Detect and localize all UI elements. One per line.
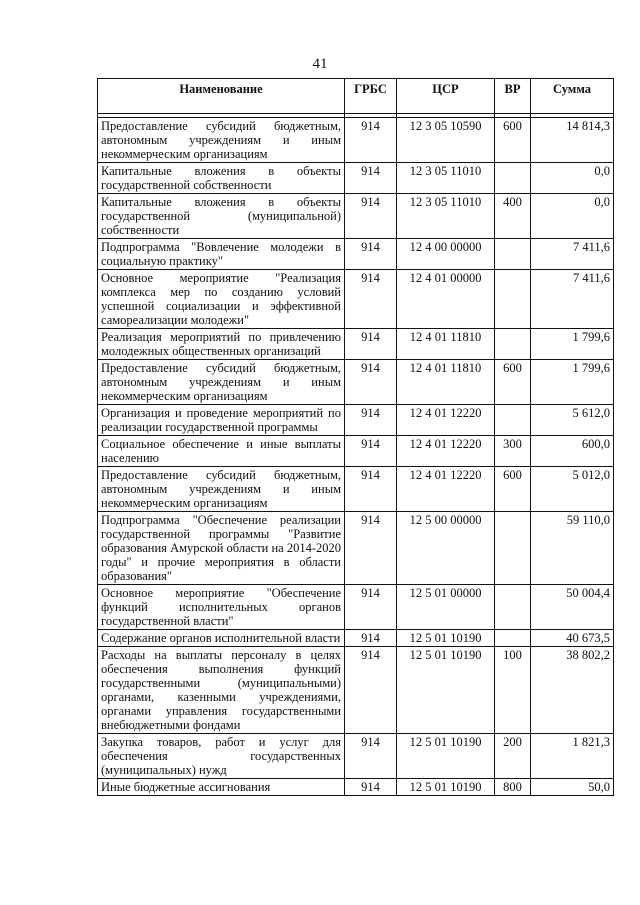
cell-vr: 100 (495, 647, 531, 734)
cell-name: Основное мероприятие "Обеспечение функций исполнительных органов государственной власти" (98, 585, 345, 630)
cell-sum: 40 673,5 (531, 630, 614, 647)
table-body (98, 114, 614, 796)
cell-name: Иные бюджетные ассигнования (98, 779, 345, 796)
cell-csr: 12 3 05 11010 (397, 163, 495, 194)
cell-vr (495, 630, 531, 647)
cell-sum: 7 411,6 (531, 239, 614, 270)
table-row (98, 512, 614, 585)
table-row (98, 163, 614, 194)
cell-grbs: 914 (345, 779, 397, 796)
cell-csr: 12 5 01 10190 (397, 630, 495, 647)
table-row (98, 734, 614, 779)
cell-name: Подпрограмма "Обеспечение реализации государственной программы "Развитие образования Амурской области на 2014-2020 годы" и прочие мероприятия в области образования" (98, 512, 345, 585)
cell-name: Закупка товаров, работ и услуг для обеспечения государственных (муниципальных) нужд (98, 734, 345, 779)
cell-vr: 600 (495, 467, 531, 512)
cell-sum: 14 814,3 (531, 118, 614, 163)
cell-vr (495, 239, 531, 270)
cell-csr: 12 3 05 11010 (397, 194, 495, 239)
cell-sum: 0,0 (531, 194, 614, 239)
cell-csr: 12 5 01 10190 (397, 647, 495, 734)
cell-sum: 0,0 (531, 163, 614, 194)
table-header-row (98, 79, 614, 114)
cell-sum: 50 004,4 (531, 585, 614, 630)
cell-csr: 12 4 01 00000 (397, 270, 495, 329)
cell-vr: 600 (495, 360, 531, 405)
table-row (98, 779, 614, 796)
cell-vr: 600 (495, 118, 531, 163)
cell-vr: 800 (495, 779, 531, 796)
page-number: 41 (312, 56, 328, 72)
cell-grbs: 914 (345, 118, 397, 163)
cell-grbs: 914 (345, 405, 397, 436)
cell-csr: 12 4 00 00000 (397, 239, 495, 270)
cell-name: Содержание органов исполнительной власти (98, 630, 345, 647)
header-vr: ВР (495, 79, 531, 114)
table-row (98, 585, 614, 630)
cell-csr: 12 4 01 12220 (397, 405, 495, 436)
cell-sum: 7 411,6 (531, 270, 614, 329)
table-row (98, 630, 614, 647)
table-row (98, 270, 614, 329)
cell-csr: 12 4 01 11810 (397, 360, 495, 405)
header-csr: ЦСР (397, 79, 495, 114)
cell-grbs: 914 (345, 329, 397, 360)
cell-csr: 12 5 01 00000 (397, 585, 495, 630)
cell-name: Основное мероприятие "Реализация комплекса мер по созданию условий успешной социализации и эффективной самореализации молодежи" (98, 270, 345, 329)
table-row (98, 467, 614, 512)
cell-grbs: 914 (345, 436, 397, 467)
header-sum: Сумма (531, 79, 614, 114)
cell-sum: 1 821,3 (531, 734, 614, 779)
cell-sum: 600,0 (531, 436, 614, 467)
table-row (98, 194, 614, 239)
cell-csr: 12 4 01 12220 (397, 467, 495, 512)
cell-vr: 300 (495, 436, 531, 467)
cell-vr: 200 (495, 734, 531, 779)
cell-grbs: 914 (345, 467, 397, 512)
table-row (98, 405, 614, 436)
cell-grbs: 914 (345, 647, 397, 734)
cell-vr (495, 512, 531, 585)
table-row (98, 329, 614, 360)
cell-csr: 12 5 00 00000 (397, 512, 495, 585)
budget-table (97, 78, 614, 796)
cell-name: Расходы на выплаты персоналу в целях обеспечения выполнения функций государственными (муниципальными) органами, казенными учреждениями, органами управления государственными внебюджетными фондами (98, 647, 345, 734)
cell-vr (495, 585, 531, 630)
cell-vr (495, 329, 531, 360)
cell-name: Капитальные вложения в объекты государственной собственности (98, 163, 345, 194)
cell-csr: 12 3 05 10590 (397, 118, 495, 163)
cell-name: Предоставление субсидий бюджетным, автономным учреждениям и иным некоммерческим организациям (98, 360, 345, 405)
cell-name: Предоставление субсидий бюджетным, автономным учреждениям и иным некоммерческим организациям (98, 118, 345, 163)
cell-vr: 400 (495, 194, 531, 239)
table-row (98, 360, 614, 405)
cell-csr: 12 4 01 12220 (397, 436, 495, 467)
cell-grbs: 914 (345, 270, 397, 329)
cell-name: Подпрограмма "Вовлечение молодежи в социальную практику" (98, 239, 345, 270)
cell-grbs: 914 (345, 734, 397, 779)
cell-csr: 12 4 01 11810 (397, 329, 495, 360)
table-row (98, 647, 614, 734)
header-grbs: ГРБС (345, 79, 397, 114)
table-row (98, 118, 614, 163)
cell-name: Капитальные вложения в объекты государственной (муниципальной) собственности (98, 194, 345, 239)
cell-sum: 1 799,6 (531, 360, 614, 405)
table-row (98, 436, 614, 467)
cell-name: Предоставление субсидий бюджетным, автономным учреждениям и иным некоммерческим организациям (98, 467, 345, 512)
cell-sum: 1 799,6 (531, 329, 614, 360)
cell-name: Реализация мероприятий по привлечению молодежных общественных организаций (98, 329, 345, 360)
cell-vr (495, 270, 531, 329)
cell-vr (495, 405, 531, 436)
cell-csr: 12 5 01 10190 (397, 734, 495, 779)
cell-grbs: 914 (345, 239, 397, 270)
cell-name: Социальное обеспечение и иные выплаты населению (98, 436, 345, 467)
cell-vr (495, 163, 531, 194)
cell-sum: 59 110,0 (531, 512, 614, 585)
cell-sum: 5 012,0 (531, 467, 614, 512)
cell-sum: 38 802,2 (531, 647, 614, 734)
cell-grbs: 914 (345, 194, 397, 239)
header-name: Наименование (98, 79, 345, 114)
cell-csr: 12 5 01 10190 (397, 779, 495, 796)
cell-name: Организация и проведение мероприятий по реализации государственной программы (98, 405, 345, 436)
cell-grbs: 914 (345, 585, 397, 630)
cell-grbs: 914 (345, 630, 397, 647)
table-row (98, 239, 614, 270)
cell-sum: 50,0 (531, 779, 614, 796)
cell-grbs: 914 (345, 360, 397, 405)
cell-grbs: 914 (345, 512, 397, 585)
cell-grbs: 914 (345, 163, 397, 194)
cell-sum: 5 612,0 (531, 405, 614, 436)
